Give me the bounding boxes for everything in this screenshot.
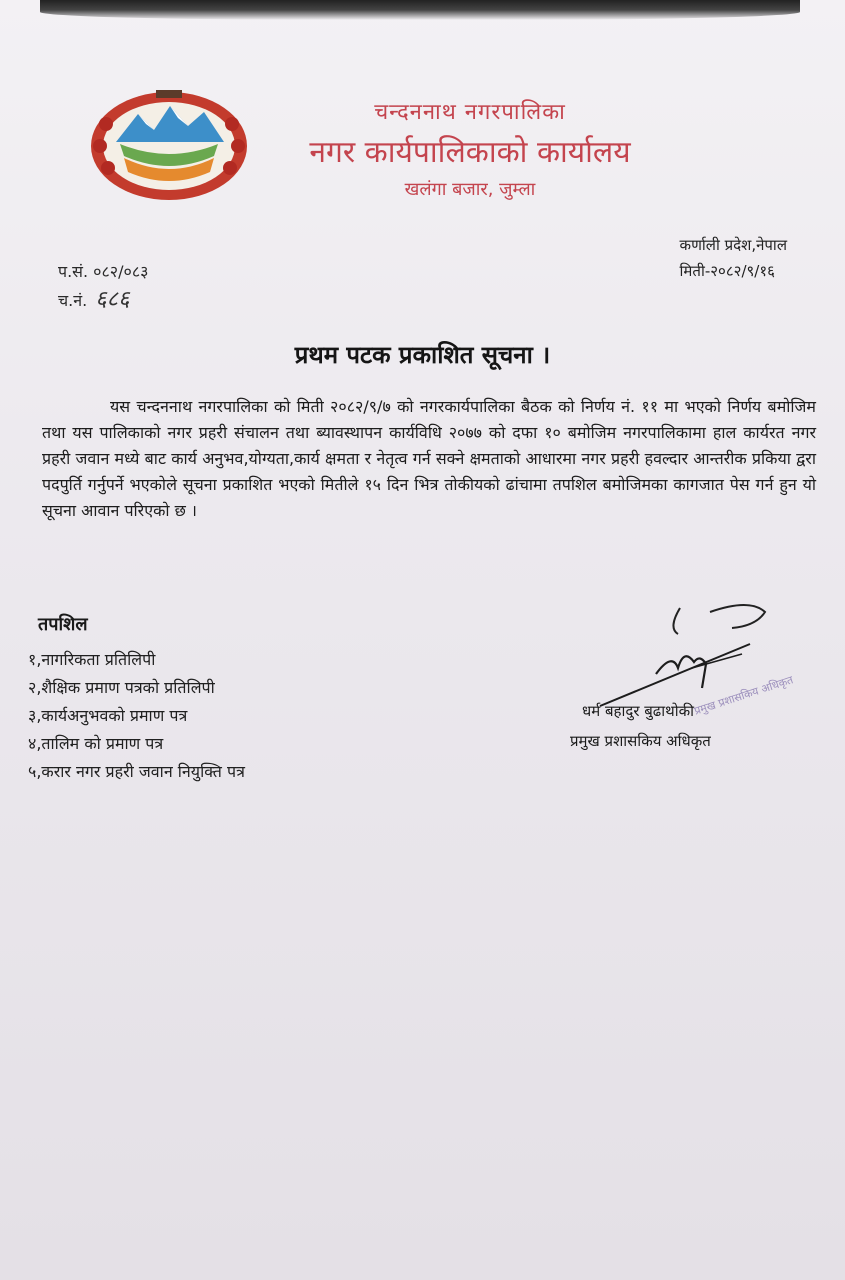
list-item: २,शैक्षिक प्रमाण पत्रको प्रतिलिपी	[28, 678, 215, 697]
letterhead	[270, 96, 670, 201]
dispatch-number-handwritten: ६८६	[95, 287, 130, 312]
office-name: नगर कार्यपालिकाको कार्यालय	[309, 135, 631, 170]
signatory-title: प्रमुख प्रशासकिय अधिकृत	[570, 732, 711, 750]
list-item: ३,कार्यअनुभवको प्रमाण पत्र	[28, 706, 188, 725]
notice-title: प्रथम पटक प्रकाशित सूचना ।	[294, 341, 551, 369]
office-address: खलंगा बजार, जुम्ला	[404, 179, 536, 200]
notice-body: यस चन्दननाथ नगरपालिका को मिती २०८२/९/७ को नगरकार्यपालिका बैठक को निर्णय नं. ११ मा भएको निर्णय बमोजिम तथा यस पालिकाको नगर प्रहरी संचालन तथा ब्यावस्थापन कार्यविधि २०७७ को दफा १० बमोजिम नगरपालिकामा हाल कार्यरत नगर प्रहरी जवान मध्ये बाट कार्य अनुभव,योग्यता,कार्य क्षमता र नेतृत्व गर्न सक्ने क्षमताको आधारमा नगर प्रहरी हवल्दार आन्तरीक प्रकिया द्वरा पदपुर्ति गर्नुपर्ने भएकोले सूचना प्रकाशित भएको मितीले १५ दिन भित्र तोकीयको ढांचामा तपशिल बमोजिमका कागजात पेस गर्न हुन यो सूचना आवान परिएको छ ।	[42, 397, 816, 520]
reference-block	[58, 258, 148, 315]
dispatch-label: च.नं.	[58, 291, 88, 310]
list-item: १,नागरिकता प्रतिलिपी	[28, 650, 156, 669]
list-item: ५,करार नगर प्रहरी जवान नियुक्ति पत्र	[28, 762, 245, 781]
list-item: ४,तालिम को प्रमाण पत्र	[28, 734, 164, 753]
signatory-block	[570, 696, 711, 756]
nepal-emblem-icon	[86, 84, 252, 202]
municipality-name: चन्दननाथ नगरपालिका	[374, 100, 566, 125]
signatory-name: धर्म बहादुर बुढाथोकी	[582, 702, 695, 720]
details-heading: तपशिल	[38, 614, 88, 635]
page-top-shadow	[40, 0, 800, 20]
province-date-block	[680, 232, 787, 284]
dispatch-number	[58, 286, 148, 315]
province: कर्णाली प्रदेश,नेपाल	[679, 236, 787, 254]
notice-date: मिती-२०८२/९/१६	[679, 262, 775, 280]
fiscal-year: प.सं. ०८२/०८३	[58, 262, 149, 281]
required-documents-list	[28, 646, 245, 786]
signature-stamp: प्रमुख प्रशासकिय अधिकृत	[692, 673, 795, 718]
